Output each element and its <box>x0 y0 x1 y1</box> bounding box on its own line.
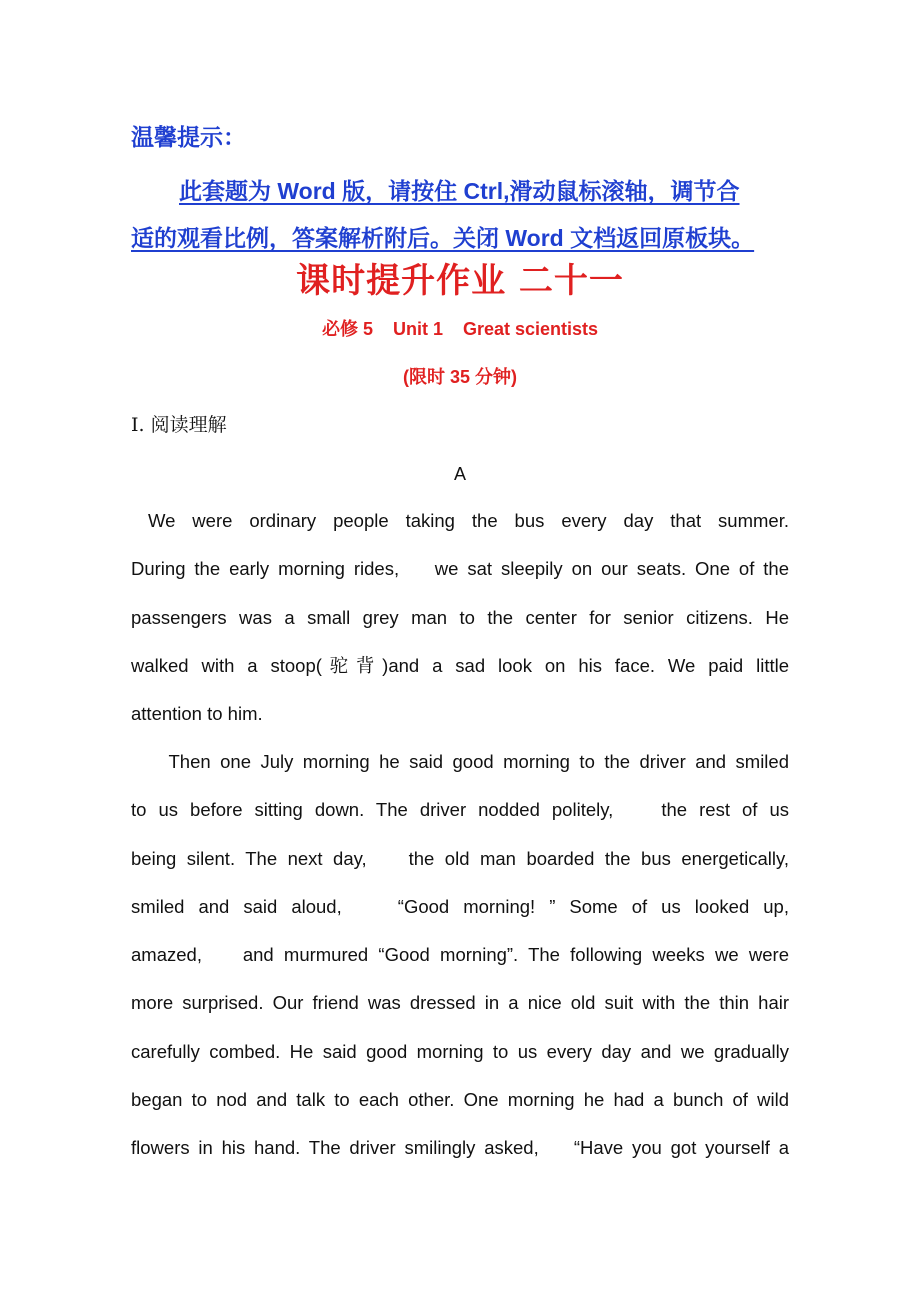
text-line: more surprised. Our friend was dressed in a nice old suit with the thin hair <box>131 992 789 1014</box>
text-line: to us before sitting down. The driver nodded politely, the rest of us <box>131 799 789 821</box>
page-title: 课时提升作业 二十一 <box>296 261 624 301</box>
text-line: attention to him. <box>131 703 263 725</box>
text-line: passengers was a small grey man to the center for senior citizens. He <box>131 606 789 628</box>
notice-title: 温馨提示： <box>131 124 246 150</box>
notice-line-2[interactable]: 适的观看比例，答案解析附后。关闭 Word 文档返回原板块。 <box>131 225 755 251</box>
section-heading: Ⅰ. 阅读理解 <box>131 414 227 436</box>
notice-line-1[interactable]: 此套题为 Word 版，请按住 Ctrl,滑动鼠标滚轴，调节合 <box>179 178 740 204</box>
text-line: amazed, and murmured “Good morning”. The following weeks we were <box>131 944 789 966</box>
text-line: We were ordinary people taking the bus every day that summer. <box>131 510 789 531</box>
passage-paragraph-2 <box>131 738 789 1173</box>
text-line: flowers in his hand. The driver smilingly asked, “Have you got yourself a <box>131 1137 789 1159</box>
text-line: walked with a stoop(驼背)and a sad look on his face. We paid little <box>131 654 789 676</box>
text-line: During the early morning rides, we sat sleepily on our seats. One of the <box>131 558 789 580</box>
text-line: smiled and said aloud, “Good morning! ” Some of us looked up, <box>131 895 789 917</box>
passage-paragraph-1 <box>131 497 789 738</box>
text-line: being silent. The next day, the old man boarded the bus energetically, <box>131 847 789 869</box>
time-limit: (限时 35 分钟) <box>402 367 517 387</box>
text-line: began to nod and talk to each other. One morning he had a bunch of wild <box>131 1089 789 1111</box>
text-line: Then one July morning he said good morning to the driver and smiled <box>131 751 789 772</box>
passage-label: A <box>453 464 466 484</box>
notice-body[interactable] <box>131 168 791 262</box>
text-line: carefully combed. He said good morning to us every day and we gradually <box>131 1040 789 1062</box>
page-subtitle: 必修 5 Unit 1 Great scientists <box>321 319 599 339</box>
